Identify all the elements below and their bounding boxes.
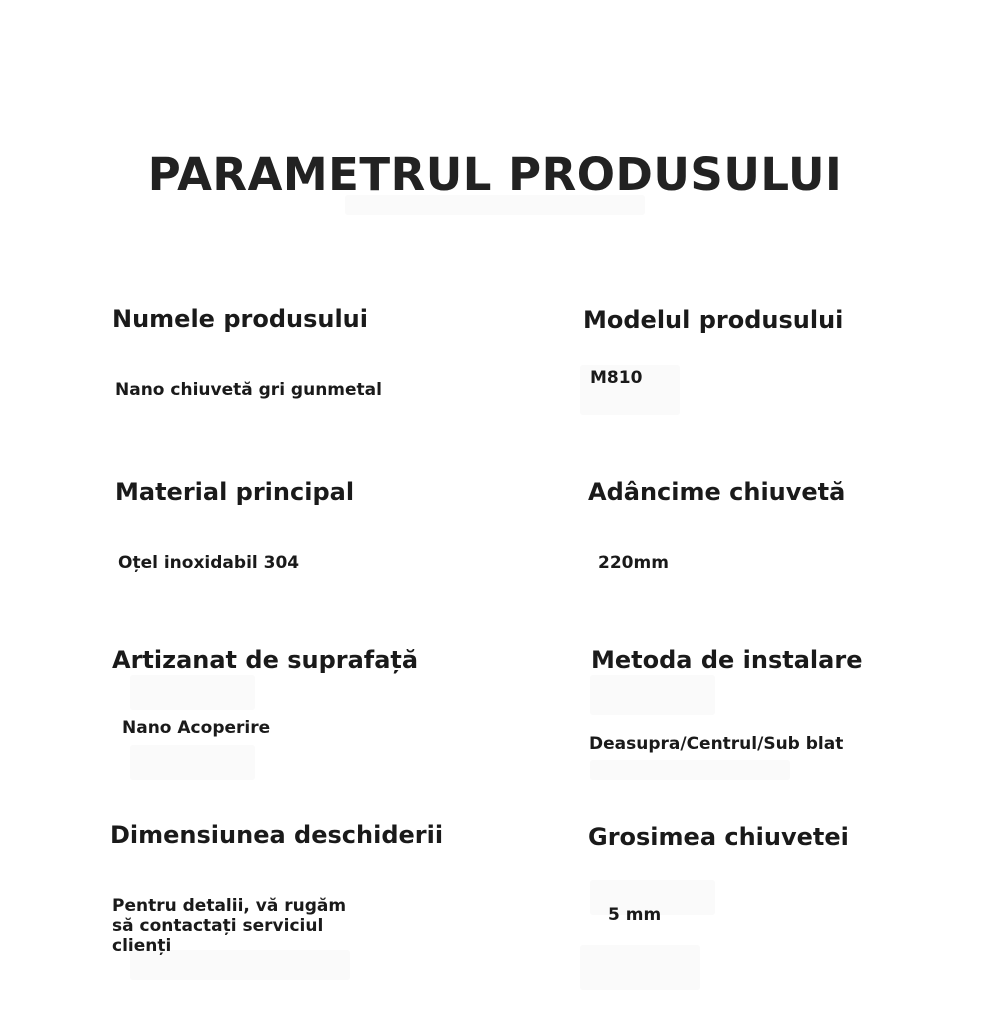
- param-value-product-model: M810: [590, 368, 643, 388]
- background-artifact: [580, 945, 700, 990]
- param-label-cutout-dimension: Dimensiunea deschiderii: [110, 821, 444, 849]
- param-label-product-model: Modelul produsului: [583, 306, 844, 334]
- param-value-installation-method: Deasupra/Centrul/Sub blat: [589, 734, 844, 754]
- page-title: PARAMETRUL PRODUSULUI: [147, 148, 843, 201]
- param-value-sink-thickness: 5 mm: [608, 905, 662, 925]
- param-label-surface-finish: Artizanat de suprafață: [112, 646, 419, 674]
- background-artifact: [590, 760, 790, 780]
- param-value-main-material: Oțel inoxidabil 304: [118, 553, 300, 573]
- param-label-sink-thickness: Grosimea chiuvetei: [588, 823, 849, 851]
- param-label-installation-method: Metoda de instalare: [591, 646, 863, 674]
- param-value-sink-depth: 220mm: [598, 553, 669, 573]
- background-artifact: [590, 675, 715, 715]
- param-value-cutout-dimension: Pentru detalii, vă rugăm să contactați serviciul clienți: [112, 896, 347, 956]
- background-artifact: [130, 675, 255, 710]
- param-label-sink-depth: Adâncime chiuvetă: [588, 478, 846, 506]
- param-value-product-name: Nano chiuvetă gri gunmetal: [115, 380, 382, 400]
- background-artifact: [130, 745, 255, 780]
- param-label-main-material: Material principal: [115, 478, 355, 506]
- param-value-surface-finish: Nano Acoperire: [122, 718, 271, 738]
- param-label-product-name: Numele produsului: [112, 305, 368, 333]
